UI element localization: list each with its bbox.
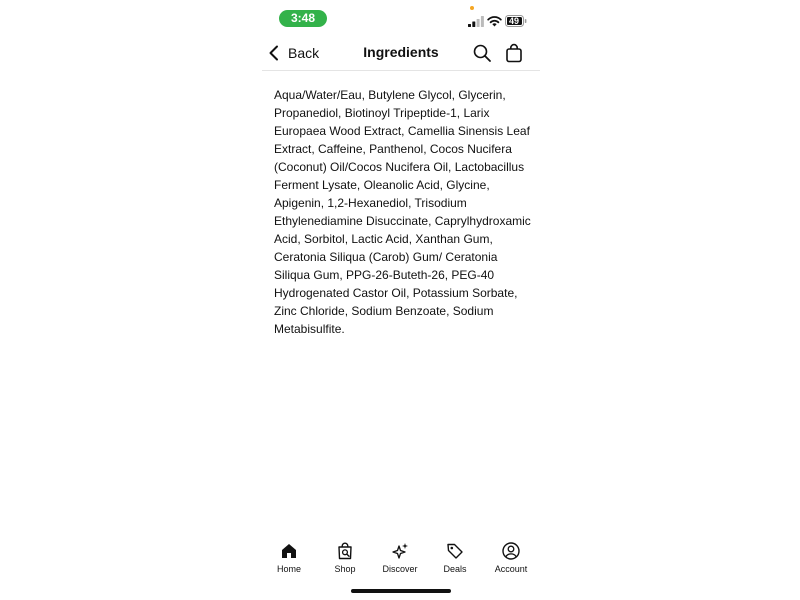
back-button[interactable] xyxy=(268,42,319,64)
tag-icon xyxy=(446,542,464,560)
tab-discover[interactable] xyxy=(374,538,426,578)
tab-label: Deals xyxy=(443,564,467,574)
status-bar xyxy=(262,0,540,36)
tab-shop[interactable] xyxy=(319,538,371,578)
page-title: Ingredients xyxy=(363,44,439,60)
tab-label: Home xyxy=(276,564,301,574)
tab-account[interactable] xyxy=(485,538,537,578)
status-time: 3:48 xyxy=(279,10,327,27)
battery-level: 49 xyxy=(508,16,519,26)
tab-label: Account xyxy=(494,564,528,574)
shop-icon xyxy=(336,542,354,560)
cellular-signal-icon xyxy=(468,16,484,27)
privacy-indicator-dot xyxy=(470,6,474,10)
tab-label: Shop xyxy=(334,564,356,574)
account-icon xyxy=(502,542,520,560)
chevron-left-icon xyxy=(268,45,280,61)
back-label: Back xyxy=(288,45,320,61)
tab-home[interactable] xyxy=(263,538,315,578)
tab-deals[interactable] xyxy=(429,538,481,578)
sparkles-icon xyxy=(391,542,409,560)
nav-header xyxy=(262,36,540,71)
wifi-icon xyxy=(487,15,502,27)
home-indicator xyxy=(351,589,451,593)
tab-label: Discover xyxy=(382,564,418,574)
app-screen xyxy=(262,0,540,600)
shopping-bag-icon[interactable] xyxy=(505,43,523,63)
home-icon xyxy=(280,542,298,560)
tab-bar xyxy=(262,538,540,578)
search-icon[interactable] xyxy=(472,43,492,63)
ingredients-list: Aqua/Water/Eau, Butylene Glycol, Glycerin, Propanediol, Biotinoyl Tripeptide-1, Larix Europaea Wood Extract, Camellia Sinensis Leaf Extract, Caffeine, Panthenol, Cocos Nucifera (Coconut) Oil/Cocos Nucifera Oil, Lactobacillus Ferment Lysate, Oleanolic Acid, Glycine, Apigenin, 1,2-Hexanediol, Trisodium Ethylenediamine Disuccinate, Caprylhydroxamic Acid, Sorbitol, Lactic Acid, Xanthan Gum, Ceratonia Siliqua (Carob) Gum/ Ceratonia Siliqua Gum, PPG-26-Buteth-26, PEG-40 Hydrogenated Castor Oil, Potassium Sorbate, Zinc Chloride, Sodium Benzoate, Sodium Metabisulfite. xyxy=(274,88,531,336)
